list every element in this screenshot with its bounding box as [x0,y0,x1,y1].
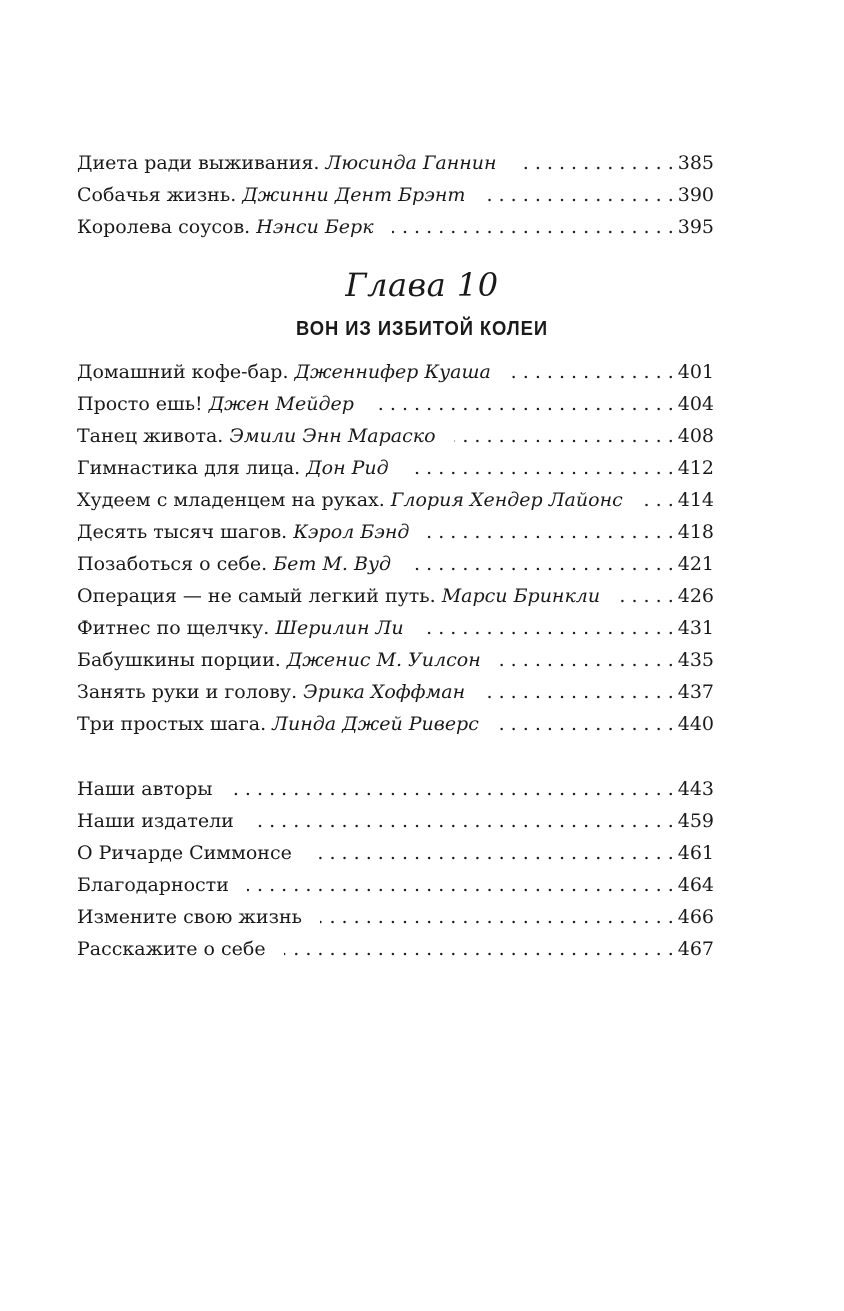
toc-entry-title: Позаботься о себе. [77,553,268,575]
dot-leader [483,179,673,211]
toc-entry-page: 408 [677,425,714,447]
dot-leader [483,676,674,708]
toc-entry-page: 421 [677,553,714,575]
toc-entry[interactable] [77,452,714,484]
toc-entry-page: 467 [677,938,714,960]
toc-entry[interactable] [77,179,714,211]
toc-entry-page: 385 [677,152,714,174]
toc-entry-title: Фитнес по щелчку. [77,617,270,639]
toc-entry-title: Измените свою жизнь [77,906,302,928]
toc-entry-page: 404 [677,393,714,415]
toc-section-previous [77,147,714,243]
dot-leader [499,644,674,676]
toc-entry-page: 426 [677,585,714,607]
toc-entry-author: Люсинда Ганнин [325,152,497,174]
toc-entry[interactable] [77,708,714,740]
toc-entry[interactable] [77,516,714,548]
toc-entry[interactable] [77,869,714,901]
toc-entry-page: 431 [677,617,714,639]
dot-leader [284,933,674,965]
dot-leader [618,580,674,612]
toc-entry-author: Джен Мейдер [208,393,354,415]
toc-entry-title: Благодарности [77,874,229,896]
toc-entry[interactable] [77,901,714,933]
toc-entry-author: Джинни Дент Брэнт [242,184,466,206]
chapter-title: ВОН ИЗ ИЗБИТОЙ КОЛЕИ [296,318,548,340]
toc-entry-title: Бабушкины порции. [77,649,281,671]
toc-entry-author: Нэнси Берк [256,216,374,238]
dot-leader [407,452,674,484]
toc-entry-page: 440 [677,713,714,735]
toc-entry-page: 395 [677,216,714,238]
toc-entry[interactable] [77,644,714,676]
toc-entry-page: 466 [677,906,714,928]
toc-entry-title: Собачья жизнь. [77,184,237,206]
toc-entry-title: Танец живота. [77,425,224,447]
toc-entry-author: Эрика Хоффман [303,681,466,703]
dot-leader [641,484,674,516]
toc-entry-author: Марси Бринкли [441,585,601,607]
toc-entry-author: Дженис М. Уилсон [286,649,481,671]
toc-section-chapter [77,356,714,740]
toc-entry-title: Операция — не самый легкий путь. [77,585,436,607]
toc-entry-title: Гимнастика для лица. [77,457,301,479]
dot-leader [252,805,674,837]
toc-entry[interactable] [77,773,714,805]
dot-leader [515,147,674,179]
toc-entry-title: Наши авторы [77,778,213,800]
toc-entry-author: Линда Джей Риверс [272,713,479,735]
toc-entry[interactable] [77,211,714,243]
dot-leader [497,708,674,740]
toc-entry-title: О Ричарде Симмонсе [77,842,292,864]
toc-entry[interactable] [77,612,714,644]
toc-entry[interactable] [77,147,714,179]
toc-entry-page: 412 [677,457,714,479]
dot-leader [427,516,673,548]
toc-entry-title: Домашний кофе-бар. [77,361,289,383]
toc-entry[interactable] [77,837,714,869]
toc-entry-page: 459 [677,810,714,832]
toc-entry[interactable] [77,580,714,612]
toc-entry-page: 390 [677,184,714,206]
toc-entry[interactable] [77,388,714,420]
toc-entry-page: 401 [677,361,714,383]
toc-entry[interactable] [77,933,714,965]
toc-entry-title: Занять руки и голову. [77,681,298,703]
dot-leader [409,548,674,580]
toc-entry-title: Наши издатели [77,810,234,832]
dot-leader [422,612,674,644]
toc-entry-author: Эмили Энн Мараско [229,425,436,447]
toc-entry-title: Диета ради выживания. [77,152,320,174]
dot-leader [247,869,674,901]
dot-leader [372,388,674,420]
toc-entry-author: Бет М. Вуд [273,553,392,575]
toc-entry-page: 437 [677,681,714,703]
toc-entry-page: 414 [677,489,714,511]
toc-entry-title: Королева соусов. [77,216,251,238]
toc-entry-author: Кэрол Бэнд [293,521,410,543]
toc-entry-title: Просто ешь! [77,393,203,415]
toc-entry[interactable] [77,548,714,580]
dot-leader [509,356,674,388]
toc-entry-title: Три простых шага. [77,713,267,735]
dot-leader [392,211,674,243]
toc-section-back-matter [77,773,714,965]
toc-entry-author: Глория Хендер Лайонс [390,489,623,511]
toc-entry-author: Дон Рид [306,457,389,479]
dot-leader [454,420,674,452]
toc-entry-title: Расскажите о себе [77,938,266,960]
toc-entry[interactable] [77,484,714,516]
toc-entry-page: 464 [677,874,714,896]
toc-entry-title: Десять тысяч шагов. [77,521,288,543]
toc-entry-page: 435 [677,649,714,671]
toc-entry[interactable] [77,805,714,837]
toc-entry-title: Худеем с младенцем на руках. [77,489,385,511]
toc-entry-page: 461 [677,842,714,864]
toc-entry-author: Дженнифер Куаша [294,361,491,383]
chapter-label: Глава 10 [345,266,499,304]
toc-entry-page: 418 [677,521,714,543]
dot-leader [310,837,674,869]
dot-leader [320,901,674,933]
toc-entry[interactable] [77,420,714,452]
toc-entry-page: 443 [677,778,714,800]
toc-entry[interactable] [77,676,714,708]
toc-entry-author: Шерилин Ли [275,617,404,639]
dot-leader [231,773,674,805]
toc-entry[interactable] [77,356,714,388]
